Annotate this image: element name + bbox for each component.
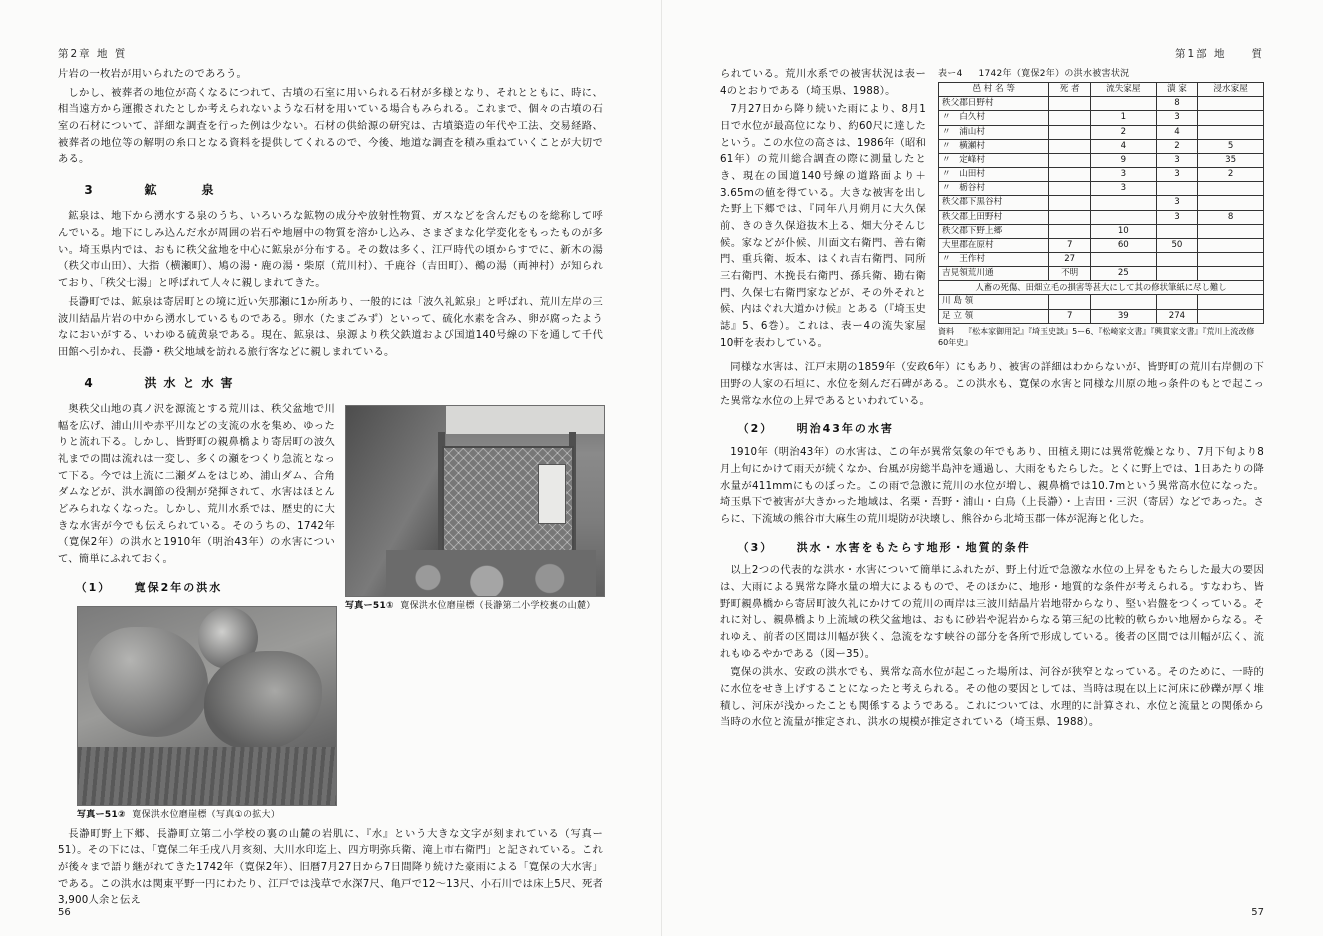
paragraph: られている。荒川水系での被害状況は表ー4のとおりである（埼玉県、1988）。	[720, 68, 926, 97]
cell-flooded: 2	[1198, 168, 1264, 182]
paragraph: 奥秩父山地の真ノ沢を源流とする荒川は、秩父盆地で川幅を広げ、浦山川や赤平川などの支流の水を集め、ゆったりと流れ下る。しかし、皆野町の親鼻橋より寄居町の波久礼までの間は流れは一変し、多くの瀬をつくり急流となって下る。今では上流に二瀬ダムをはじめ、浦山ダム、合角ダムなどが、洪水調節の役割が発揮されて、水害はほとんどみられなくなった。しかし、荒川水系では、歴史的に大きな水害が今でも伝えられている。そのうちの、1742年（寛保2年）の洪水と1910年（明治43年）の水害について、簡単にふれておく。	[58, 402, 335, 565]
cell-collapsed: 3	[1156, 111, 1198, 125]
table-row	[939, 224, 1264, 238]
figure-caption-text: 寛保洪水位磨崖標（長瀞第二小学校裏の山麓）	[400, 600, 596, 611]
subsection-number: （3）	[737, 540, 774, 554]
cell-collapsed	[1156, 253, 1198, 267]
cell-village: 〃 定峰村	[939, 153, 1049, 167]
cell-washed	[1090, 295, 1156, 309]
table-row	[939, 295, 1264, 309]
cell-dead	[1049, 153, 1091, 167]
right-running-head: 第1部 地 質	[1174, 48, 1264, 60]
cell-washed: 25	[1090, 267, 1156, 281]
cell-washed	[1090, 196, 1156, 210]
cell-washed: 3	[1090, 168, 1156, 182]
figure-caption-text: 寛保洪水位磨崖標（写真①の拡大）	[132, 810, 281, 821]
cell-collapsed	[1156, 182, 1198, 196]
table-caption-text: 1742年（寛保2年）の洪水被害状況	[978, 69, 1130, 79]
left-page	[0, 0, 661, 936]
section-heading-4	[58, 374, 603, 393]
section-heading-3	[58, 181, 603, 200]
table-label: 表ー4	[938, 69, 963, 79]
cell-collapsed: 3	[1156, 153, 1198, 167]
table-source	[938, 327, 1264, 349]
col-header-flooded: 浸水家屋	[1198, 83, 1264, 97]
cell-flooded	[1198, 224, 1264, 238]
col-header-washed: 流失家屋	[1090, 83, 1156, 97]
right-left-column	[720, 66, 926, 353]
cell-flooded	[1198, 238, 1264, 252]
cell-collapsed: 3	[1156, 168, 1198, 182]
table-row	[939, 139, 1264, 153]
right-page	[661, 0, 1322, 936]
table-body	[939, 97, 1264, 324]
cell-washed	[1090, 97, 1156, 111]
paragraph: 以上2つの代表的な洪水・水害について簡単にふれたが、野上付近で急激な水位の上昇をもたらした最大の要因は、大雨による異常な降水量の増大によるもので、そのほかに、地形・地質的な条件が考えられる。すなわち、皆野町親鼻橋から寄居町波久礼にかけての荒川の両岸は三波川結晶片岩地帯からなり、堅い岩盤をつくっている。それに対し、親鼻橋より上流域の秩父盆地は、おもに砂岩や泥岩からなる第三紀の比較的軟らかい地層からなる。それゆえ、前者の区間は川幅が狭く、急流をなす峡谷の部分を各所で形成している。後者の区間では川幅が広く、流れもゆるやかである（図ー35）。	[720, 564, 1264, 660]
paragraph: 寛保の洪水、安政の洪水でも、異常な高水位が起こった場所は、河谷が狭窄となっている。そのために、一時的に水位をせき上げすることになったと考えられる。その他の要因としては、当時は現在以上に河床に砂礫が厚く堆積し、河床が浅かったことも関係するようである。これについては、水理的に計算され、水位と流量との関係から当時の水位と流量が推定され、洪水の規模が推定されている（埼玉県、1988）。	[720, 666, 1264, 729]
paragraph: 7月27日から降り続いた雨により、8月1日で水位が最高位になり、約60尺に達したという。この水位の高さは、1986年（昭和61年）の荒川総合調査の際に測量したとき、現在の国道140号線の道路面より＋3.65mの値を得ている。大きな被害を出した野上下郷では、『同年八月朔月に大久保前、きのき久保逧抜木上る、畑大分そんじ候。家などが仆候、川面文右衛門、善右衛門、重兵衛、坂本、はくれ吉右衛門、同所三右衛門、木挽長右衛門、孫兵衛、勘右衛門、久保七右衛門家などが、その外それと候、内はぐれ大道かけ候』とある（『埼玉史誌』5、6巻）。これは、表ー4の流失家屋10軒を表わしている。	[720, 103, 926, 349]
table-caption	[938, 66, 1264, 79]
figure-caption	[345, 600, 603, 612]
cell-village: 〃 白久村	[939, 111, 1049, 125]
cell-dead	[1049, 97, 1091, 111]
cell-washed: 39	[1090, 309, 1156, 323]
cell-washed	[1090, 210, 1156, 224]
figure-1	[345, 405, 603, 612]
cell-collapsed	[1156, 295, 1198, 309]
cell-village: 吉見領荒川通	[939, 267, 1049, 281]
cell-village: 〃 横瀬村	[939, 139, 1049, 153]
paragraph: しかし、被葬者の地位が高くなるにつれて、古墳の石室に用いられる石材が多様となり、それとともに、時に、相当遠方から運搬されたとしか考えられないような石材を用いている場合もみられる。これまで、個々の古墳の石室の石材について、詳細な調査を行った例は少ない。石材の供給源の研究は、古墳築造の年代や工法、交易経路、被葬者の地位等の解明の糸口となる資料を提供してくれるので、今後、地道な調査を積み重ねていくことが大切である。	[58, 86, 603, 166]
cell-flooded: 35	[1198, 153, 1264, 167]
cell-collapsed: 2	[1156, 139, 1198, 153]
cell-dead	[1049, 210, 1091, 224]
cell-flooded	[1198, 309, 1264, 323]
table-header-row	[939, 83, 1264, 97]
cell-dead	[1049, 295, 1091, 309]
table-row	[939, 182, 1264, 196]
cell-flooded	[1198, 196, 1264, 210]
cell-washed: 9	[1090, 153, 1156, 167]
cell-washed	[1090, 253, 1156, 267]
subsection-number: （1）	[75, 580, 112, 594]
cell-collapsed: 50	[1156, 238, 1198, 252]
cell-village: 秩父郡上田野村	[939, 210, 1049, 224]
cell-village: 秩父郡日野村	[939, 97, 1049, 111]
cell-collapsed: 3	[1156, 210, 1198, 224]
cell-village: 〃 王作村	[939, 253, 1049, 267]
table-row	[939, 253, 1264, 267]
subsection-number: （2）	[737, 422, 774, 436]
col-header-village: 邑 村 名 等	[939, 83, 1049, 97]
source-label: 資料	[938, 326, 954, 336]
cell-washed: 4	[1090, 139, 1156, 153]
cell-dead: 7	[1049, 309, 1091, 323]
photo-51-1	[345, 405, 605, 597]
table-row	[939, 309, 1264, 323]
table-row	[939, 125, 1264, 139]
cell-collapsed: 3	[1156, 196, 1198, 210]
cell-collapsed	[1156, 224, 1198, 238]
table-row	[939, 267, 1264, 281]
cell-flooded	[1198, 295, 1264, 309]
table-row	[939, 153, 1264, 167]
cell-collapsed: 274	[1156, 309, 1198, 323]
cell-flooded	[1198, 182, 1264, 196]
subsection-title: 明治43年の水害	[796, 422, 894, 436]
cell-dead	[1049, 168, 1091, 182]
paragraph: 長瀞町では、鉱泉は寄居町との境に近い矢那瀬に1か所あり、一般的には「波久礼鉱泉」と呼ばれ、荒川左岸の三波川結晶片岩の中から湧水しているものである。卵水（たまごみず）といって、硫化水素を含み、卵が腐ったようなにおいがする、いわゆる硫黄泉である。現在、鉱泉は、泉源より秩父鉄道および国道140号線の下を通して千代田館へ引かれ、長瀞・秩父地域を訪れる旅行客などに親しまれている。	[58, 295, 603, 358]
cell-washed: 1	[1090, 111, 1156, 125]
cell-dead	[1049, 182, 1091, 196]
right-page-number: 57	[1251, 907, 1264, 918]
cell-dead: 不明	[1049, 267, 1091, 281]
cell-washed: 3	[1090, 182, 1156, 196]
cell-washed: 2	[1090, 125, 1156, 139]
cell-dead: 27	[1049, 253, 1091, 267]
cell-dead	[1049, 125, 1091, 139]
table-row	[939, 196, 1264, 210]
cell-dead: 7	[1049, 238, 1091, 252]
cell-collapsed	[1156, 267, 1198, 281]
table-row	[939, 238, 1264, 252]
cell-village: 〃 山田村	[939, 168, 1049, 182]
cell-village: 〃 栃谷村	[939, 182, 1049, 196]
col-header-collapsed: 潰 家	[1156, 83, 1198, 97]
cell-dead	[1049, 111, 1091, 125]
left-body-text	[58, 66, 603, 909]
table-note: 人畜の死傷、田畑立毛の損害等甚大にして其の修状筆紙に尽し難し	[939, 281, 1264, 295]
cell-dead	[1049, 139, 1091, 153]
section-title: 洪水と水害	[144, 375, 240, 390]
paragraph: 同様な水害は、江戸末期の1859年（安政6年）にもあり、被害の詳細はわからないが、皆野町の荒川右岸側の下田野の人家の石垣に、水位を刻んだ石碑がある。この洪水も、寛保の水害と同様な川原の地っ条件のもとで起こった異常な水位の上昇であるといわれている。	[720, 361, 1264, 407]
cell-village: 〃 浦山村	[939, 125, 1049, 139]
left-running-head: 第2章 地 質	[58, 48, 128, 60]
cell-washed: 10	[1090, 224, 1156, 238]
cell-flooded	[1198, 253, 1264, 267]
cell-collapsed: 4	[1156, 125, 1198, 139]
cell-flooded	[1198, 97, 1264, 111]
col-header-dead: 死 者	[1049, 83, 1091, 97]
cell-flooded	[1198, 125, 1264, 139]
figure-2	[77, 606, 335, 821]
table-row	[939, 97, 1264, 111]
cell-collapsed: 8	[1156, 97, 1198, 111]
figure-caption	[77, 809, 335, 821]
subsection-heading-2	[720, 420, 1264, 438]
cell-dead	[1049, 224, 1091, 238]
left-page-number: 56	[58, 907, 71, 918]
table-row	[939, 111, 1264, 125]
section-number: 4	[84, 375, 100, 390]
right-top-region	[720, 66, 1264, 353]
subsection-title: 洪水・水害をもたらす地形・地質的条件	[796, 540, 1031, 554]
cell-region: 川 島 領	[939, 295, 1049, 309]
subsection-heading-3	[720, 539, 1264, 557]
paragraph: 鉱泉は、地下から湧水する泉のうち、いろいろな鉱物の成分や放射性物質、ガスなどを含んだものを総称して呼んでいる。地下にしみ込んだ水が周囲の岩石や地層中の物質を溶かし込み、さまざまな化学変化をもったものが多い。埼玉県内では、おもに秩父盆地を中心に鉱泉が分布する。その数は多く、江戸時代の頃からすでに、新木の湯（秩父市山田）、大指（横瀬町）、鳩の湯・鹿の湯・柴原（荒川村）、千鹿谷（吉田町）、鵺の湯（両神村）が知られており、「秩父七湯」と呼ばれて人々に親しまれてきた。	[58, 210, 603, 290]
cell-village: 秩父郡下黒谷村	[939, 196, 1049, 210]
table-region	[926, 66, 1264, 353]
table-row	[939, 168, 1264, 182]
table-row	[939, 210, 1264, 224]
cell-dead	[1049, 196, 1091, 210]
table-note-row	[939, 281, 1264, 295]
figure-number: 写真ー51②	[77, 810, 126, 821]
source-text: 『松本家御用記』『埼玉史談』5ー6、『松崎家文書』『興貫家文書』『荒川上流改修60年史』	[938, 326, 1255, 347]
cell-flooded: 8	[1198, 210, 1264, 224]
cell-flooded	[1198, 267, 1264, 281]
paragraph: 長瀞町野上下郷、長瀞町立第二小学校の裏の山麓の岩肌に、『水』という大きな文字が刻まれている（写真ー51）。その下には、「寛保二年壬戌八月亥刻、大川水印迄上、四方明弥兵衛、滝上市右衛門」と記されている。これが後々まで語り継がれてきた1742年（寛保2年）、旧暦7月27日から7日間降り続けた豪雨による「寛保の大水害」である。この洪水は関東平野一円にわたり、江戸では浅草で水深7尺、亀戸で12～13尺、小石川では床上5尺、死者3,900人余と伝え	[58, 827, 603, 907]
right-body-text	[720, 359, 1264, 731]
section-title: 鉱 泉	[144, 183, 221, 198]
cell-village: 大里郡在原村	[939, 238, 1049, 252]
paragraph: 1910年（明治43年）の水害は、この年が異常気象の年でもあり、田植え期には異常乾燥となり、7月下旬より8月上旬にかけて雨天が続くなか、台風が房総半島沖を通過し、大雨をもたらした。とくに野上では、1日あたりの降水量が411mmにものぼった。この雨で急激に荒川の水位が増し、親鼻橋では10.7mという異常高水位になった。埼玉県下で被害が大きかった地域は、名栗・吾野・浦山・白鳥（上長瀞）・上吉田・三沢（寄居）などであった。さらに、下流域の熊谷市大麻生の荒川堤防が決壊し、熊谷から北埼玉郡一体が泥海と化した。	[720, 446, 1264, 525]
cell-village: 秩父郡下野上郷	[939, 224, 1049, 238]
cell-region: 足 立 領	[939, 309, 1049, 323]
cell-flooded: 5	[1198, 139, 1264, 153]
flood-damage-table	[938, 82, 1264, 324]
subsection-title: 寛保2年の洪水	[134, 580, 223, 594]
figure-number: 写真ー51①	[345, 600, 394, 611]
paragraph: 片岩の一枚岩が用いられたのであろう。	[58, 68, 247, 80]
section-number: 3	[84, 183, 100, 198]
cell-flooded	[1198, 111, 1264, 125]
photo-51-2	[77, 606, 337, 806]
cell-washed: 60	[1090, 238, 1156, 252]
